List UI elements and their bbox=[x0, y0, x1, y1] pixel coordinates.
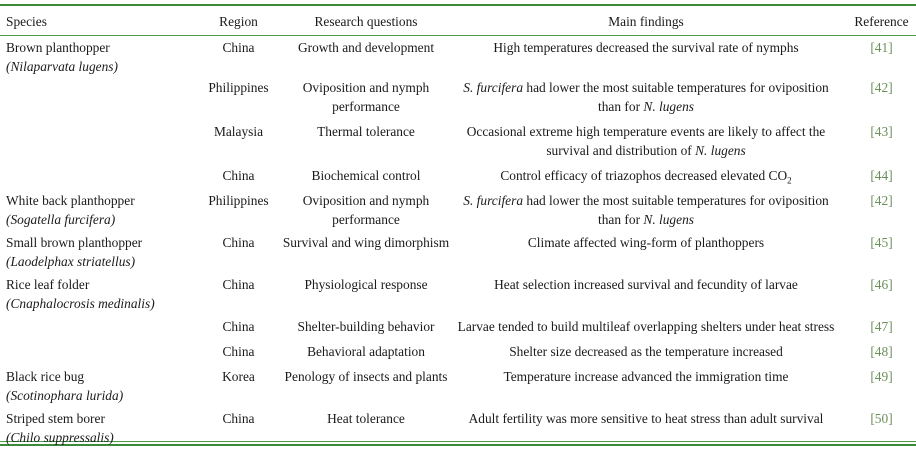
region-text: China bbox=[222, 168, 255, 183]
cell-species bbox=[0, 231, 196, 273]
header-main-findings: Main findings bbox=[608, 14, 684, 29]
research-question-text: Penology of insects and plants bbox=[284, 369, 448, 384]
cell-reference bbox=[841, 76, 916, 120]
cell-species bbox=[0, 273, 196, 315]
research-question-text: Survival and wing dimorphism bbox=[282, 235, 450, 250]
cell-main-finding bbox=[451, 407, 841, 447]
reference-link[interactable]: [42] bbox=[870, 193, 893, 208]
species-table bbox=[0, 8, 916, 447]
reference-link[interactable]: [48] bbox=[870, 344, 893, 359]
cell-research-question bbox=[281, 35, 451, 76]
cell-main-finding bbox=[451, 273, 841, 315]
cell-region bbox=[196, 407, 281, 447]
region-text: China bbox=[222, 235, 255, 250]
reference-link[interactable]: [44] bbox=[870, 168, 893, 183]
table-row bbox=[0, 120, 916, 164]
species-common-name: Small brown planthopper bbox=[6, 235, 143, 250]
research-question-text: Biochemical control bbox=[311, 168, 421, 183]
table-row bbox=[0, 407, 916, 447]
species-common-name: Brown planthopper bbox=[6, 40, 110, 55]
region-text: Korea bbox=[222, 369, 255, 384]
reference-link[interactable]: [43] bbox=[870, 124, 893, 139]
cell-region bbox=[196, 120, 281, 164]
cell-research-question bbox=[281, 365, 451, 407]
table-row bbox=[0, 35, 916, 76]
cell-reference bbox=[841, 164, 916, 189]
cell-research-question bbox=[281, 340, 451, 365]
species-scientific-name: (Scotinophara lurida) bbox=[6, 388, 124, 403]
cell-main-finding bbox=[451, 120, 841, 164]
region-text: Malaysia bbox=[213, 124, 264, 139]
research-question-text: Shelter-building behavior bbox=[297, 319, 435, 334]
table-row bbox=[0, 365, 916, 407]
region-text: Philippines bbox=[208, 193, 269, 208]
table-body bbox=[0, 35, 916, 447]
species-scientific-name: (Chilo suppressalis) bbox=[6, 430, 114, 445]
finding-text: Larvae tended to build multileaf overlapping shelters under heat stress bbox=[457, 319, 835, 334]
cell-species bbox=[0, 365, 196, 407]
research-question-text: Heat tolerance bbox=[327, 411, 405, 426]
cell-main-finding bbox=[451, 340, 841, 365]
cell-region bbox=[196, 231, 281, 273]
finding-text: Temperature increase advanced the immigration time bbox=[503, 369, 789, 384]
cell-region bbox=[196, 273, 281, 315]
cell-region bbox=[196, 340, 281, 365]
cell-species bbox=[0, 164, 196, 189]
cell-region bbox=[196, 365, 281, 407]
top-rule bbox=[0, 4, 916, 6]
research-question-text: Thermal tolerance bbox=[317, 124, 415, 139]
cell-main-finding bbox=[451, 315, 841, 340]
cell-reference bbox=[841, 35, 916, 76]
cell-reference bbox=[841, 315, 916, 340]
table-row bbox=[0, 315, 916, 340]
region-text: China bbox=[222, 344, 255, 359]
cell-research-question bbox=[281, 273, 451, 315]
header-reference: Reference bbox=[854, 14, 909, 29]
finding-text: Control efficacy of triazophos decreased elevated CO bbox=[500, 168, 788, 183]
finding-text: had lower the most suitable temperatures for oviposition than for bbox=[523, 80, 829, 114]
research-question-text: Growth and development bbox=[297, 40, 435, 55]
table-row bbox=[0, 189, 916, 231]
species-scientific-name: (Laodelphax striatellus) bbox=[6, 254, 136, 269]
region-text: Philippines bbox=[208, 80, 269, 95]
finding-text: Adult fertility was more sensitive to heat stress than adult survival bbox=[468, 411, 824, 426]
table-row bbox=[0, 231, 916, 273]
species-scientific-name: (Cnaphalocrosis medinalis) bbox=[6, 296, 155, 311]
cell-research-question bbox=[281, 76, 451, 120]
header-research-questions: Research questions bbox=[314, 14, 418, 29]
cell-research-question bbox=[281, 120, 451, 164]
finding-text: Climate affected wing-form of planthoppers bbox=[527, 235, 765, 250]
cell-species bbox=[0, 120, 196, 164]
cell-region bbox=[196, 35, 281, 76]
research-question-text: Oviposition and nymph performance bbox=[302, 80, 430, 114]
cell-reference bbox=[841, 407, 916, 447]
cell-research-question bbox=[281, 189, 451, 231]
research-question-text: Physiological response bbox=[304, 277, 428, 292]
cell-species bbox=[0, 35, 196, 76]
species-common-name: White back planthopper bbox=[6, 193, 135, 208]
region-text: China bbox=[222, 277, 255, 292]
cell-reference bbox=[841, 273, 916, 315]
reference-link[interactable]: [45] bbox=[870, 235, 893, 250]
cell-main-finding bbox=[451, 76, 841, 120]
table-header-row bbox=[0, 8, 916, 35]
reference-link[interactable]: [49] bbox=[870, 369, 893, 384]
cell-species bbox=[0, 76, 196, 120]
cell-research-question bbox=[281, 231, 451, 273]
cell-species bbox=[0, 340, 196, 365]
cell-reference bbox=[841, 120, 916, 164]
cell-species bbox=[0, 315, 196, 340]
species-common-name: Black rice bug bbox=[6, 369, 85, 384]
species-common-name: Rice leaf folder bbox=[6, 277, 90, 292]
cell-region bbox=[196, 189, 281, 231]
finding-species-italic: N. lugens bbox=[695, 143, 746, 158]
finding-species-italic: S. furcifera bbox=[463, 193, 524, 208]
finding-subscript: 2 bbox=[787, 175, 792, 186]
finding-species-italic: N. lugens bbox=[643, 212, 694, 227]
species-scientific-name: (Sogatella furcifera) bbox=[6, 212, 116, 227]
cell-main-finding bbox=[451, 35, 841, 76]
finding-text: Heat selection increased survival and fecundity of larvae bbox=[494, 277, 798, 292]
cell-main-finding bbox=[451, 189, 841, 231]
species-scientific-name: (Nilaparvata lugens) bbox=[6, 59, 118, 74]
finding-text: Occasional extreme high temperature events are likely to affect the survival and distribution of bbox=[466, 124, 826, 158]
reference-link[interactable]: [41] bbox=[870, 40, 893, 55]
cell-region bbox=[196, 315, 281, 340]
cell-reference bbox=[841, 365, 916, 407]
reference-link[interactable]: [50] bbox=[870, 411, 893, 426]
reference-link[interactable]: [46] bbox=[870, 277, 893, 292]
finding-species-italic: S. furcifera bbox=[463, 80, 524, 95]
cell-research-question bbox=[281, 315, 451, 340]
cell-main-finding bbox=[451, 164, 841, 189]
finding-species-italic: N. lugens bbox=[643, 99, 694, 114]
cell-reference bbox=[841, 340, 916, 365]
cell-species bbox=[0, 189, 196, 231]
cell-research-question bbox=[281, 407, 451, 447]
table-row bbox=[0, 273, 916, 315]
cell-research-question bbox=[281, 164, 451, 189]
research-question-text: Oviposition and nymph performance bbox=[302, 193, 430, 227]
cell-region bbox=[196, 76, 281, 120]
finding-text: had lower the most suitable temperatures for oviposition than for bbox=[523, 193, 829, 227]
cell-main-finding bbox=[451, 231, 841, 273]
header-region: Region bbox=[219, 14, 258, 29]
table-row bbox=[0, 164, 916, 189]
table-row bbox=[0, 76, 916, 120]
research-question-text: Behavioral adaptation bbox=[307, 344, 425, 359]
region-text: China bbox=[222, 40, 255, 55]
cell-reference bbox=[841, 231, 916, 273]
cell-region bbox=[196, 164, 281, 189]
region-text: China bbox=[222, 319, 255, 334]
header-species: Species bbox=[6, 14, 47, 29]
reference-link[interactable]: [47] bbox=[870, 319, 893, 334]
species-common-name: Striped stem borer bbox=[6, 411, 105, 426]
cell-main-finding bbox=[451, 365, 841, 407]
finding-text: High temperatures decreased the survival rate of nymphs bbox=[493, 40, 799, 55]
region-text: China bbox=[222, 411, 255, 426]
cell-species bbox=[0, 407, 196, 447]
finding-text: Shelter size decreased as the temperature increased bbox=[509, 344, 783, 359]
table-row bbox=[0, 340, 916, 365]
cell-reference bbox=[841, 189, 916, 231]
reference-link[interactable]: [42] bbox=[870, 80, 893, 95]
